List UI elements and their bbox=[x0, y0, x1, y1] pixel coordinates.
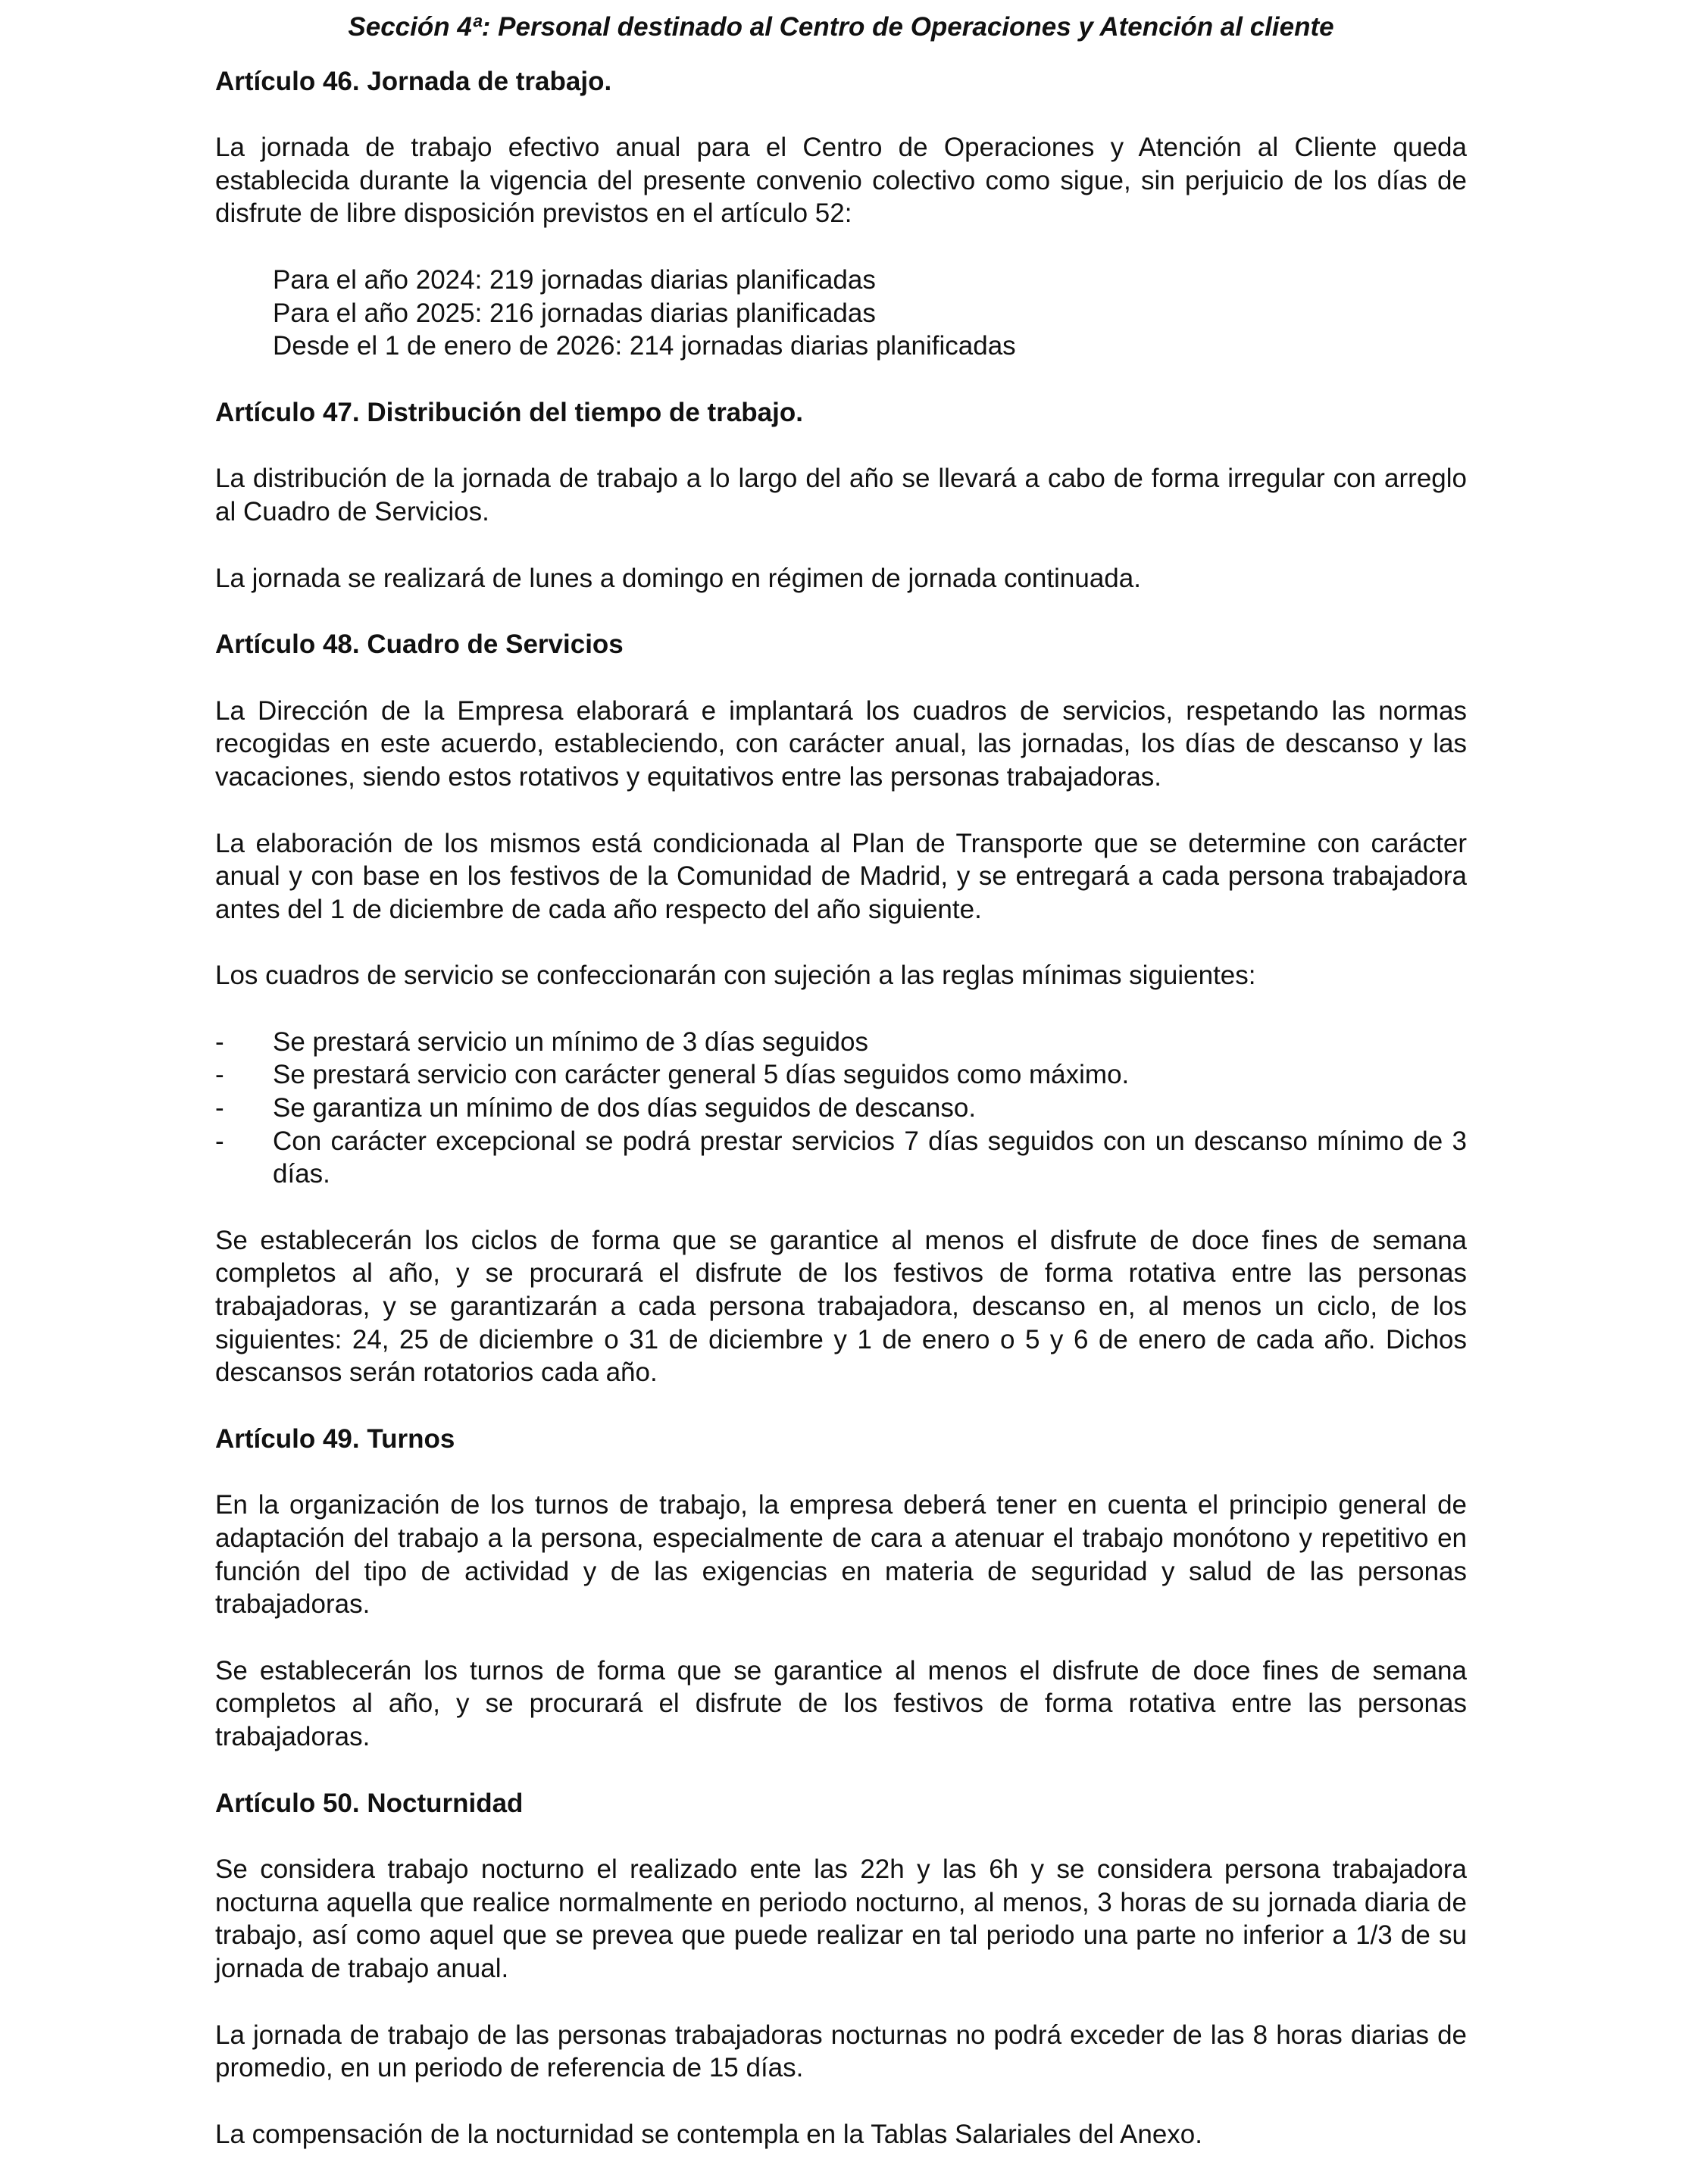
article-50-paragraph: La compensación de la nocturnidad se contempla en la Tablas Salariales del Anexo. bbox=[215, 2119, 1202, 2149]
article-47-heading: Artículo 47. Distribución del tiempo de trabajo. bbox=[215, 397, 803, 427]
article-46-intro: La jornada de trabajo efectivo anual para el Centro de Operaciones y Atención al Cliente queda establecida durante la vigencia del presente convenio colectivo como sigue, sin perjuicio de los días de disfrute de libre disposición previstos en el artículo 52: bbox=[215, 133, 1467, 229]
rule-text: Se prestará servicio un mínimo de 3 días seguidos bbox=[273, 1026, 868, 1057]
document-page bbox=[215, 11, 1467, 2184]
rule-text: Se prestará servicio con carácter general 5 días seguidos como máximo. bbox=[273, 1060, 1130, 1090]
article-47-paragraph: La distribución de la jornada de trabajo a lo largo del año se llevará a cabo de forma irregular con arreglo al Cuadro de Servicios. bbox=[215, 464, 1467, 526]
article-49-heading: Artículo 49. Turnos bbox=[215, 1423, 455, 1454]
article-46-schedule bbox=[215, 264, 1467, 363]
article-48-paragraph: La Dirección de la Empresa elaborará e implantará los cuadros de servicios, respetando las normas recogidas en este acuerdo, estableciendo, con carácter anual, las jornadas, los días de descanso y las vacaciones, siendo estos rotativos y equitativos entre las personas trabajadoras. bbox=[215, 695, 1467, 792]
dash-bullet: - bbox=[215, 1093, 224, 1123]
rule-item bbox=[215, 1058, 1467, 1092]
article-47-paragraph: La jornada se realizará de lunes a domingo en régimen de jornada continuada. bbox=[215, 563, 1141, 593]
article-48-paragraph: Los cuadros de servicio se confeccionarán con sujeción a las reglas mínimas siguientes: bbox=[215, 961, 1256, 991]
dash-bullet: - bbox=[215, 1060, 224, 1090]
schedule-item: Para el año 2025: 216 jornadas diarias planificadas bbox=[273, 298, 876, 328]
rule-item bbox=[215, 1092, 1467, 1125]
rule-item bbox=[215, 1125, 1467, 1191]
rule-text: Con carácter excepcional se podrá prestar servicios 7 días seguidos con un descanso mínimo de 3 días. bbox=[273, 1126, 1467, 1189]
article-50-paragraph: La jornada de trabajo de las personas trabajadoras nocturnas no podrá exceder de las 8 horas diarias de promedio, en un periodo de referencia de 15 días. bbox=[215, 2020, 1467, 2083]
article-49-paragraph: Se establecerán los turnos de forma que se garantice al menos el disfrute de doce fines de semana completos al año, y se procurará el disfrute de los festivos de forma rotativa entre las personas trabajadoras. bbox=[215, 1655, 1467, 1751]
article-48-heading: Artículo 48. Cuadro de Servicios bbox=[215, 630, 624, 660]
schedule-item: Desde el 1 de enero de 2026: 214 jornadas diarias planificadas bbox=[273, 331, 1016, 361]
article-48-closing: Se establecerán los ciclos de forma que se garantice al menos el disfrute de doce fines de semana completos al año, y se procurará el disfrute de los festivos de forma rotativa entre las personas trabajadoras, y se garantizarán a cada persona trabajadora, descanso en, al menos un ciclo, de los siguientes: 24, 25 de diciembre o 31 de diciembre y 1 de enero o 5 y 6 de enero de cada año. Dichos descansos serán rotatorios cada año. bbox=[215, 1225, 1467, 1388]
rule-item bbox=[215, 1026, 1467, 1059]
rule-text: Se garantiza un mínimo de dos días seguidos de descanso. bbox=[273, 1093, 977, 1123]
dash-bullet: - bbox=[215, 1026, 224, 1057]
article-48-rules bbox=[215, 1026, 1467, 1191]
article-46-heading: Artículo 46. Jornada de trabajo. bbox=[215, 66, 612, 96]
article-50-paragraph: Se considera trabajo nocturno el realizado ente las 22h y las 6h y se considera persona trabajadora nocturna aquella que realice normalmente en periodo nocturno, al menos, 3 horas de su jornada diaria de trabajo, así como aquel que se prevea que puede realizar en tal periodo una parte no inferior a 1/3 de su jornada de trabajo anual. bbox=[215, 1854, 1467, 1983]
article-49-paragraph: En la organización de los turnos de trabajo, la empresa deberá tener en cuenta el principio general de adaptación del trabajo a la persona, especialmente de cara a atenuar el trabajo monótono y repetitivo en función del tipo de actividad y de las exigencias en materia de seguridad y salud de las personas trabajadoras. bbox=[215, 1490, 1467, 1620]
dash-bullet: - bbox=[215, 1126, 224, 1156]
article-50-heading: Artículo 50. Nocturnidad bbox=[215, 1788, 524, 1818]
article-48-paragraph: La elaboración de los mismos está condicionada al Plan de Transporte que se determine con carácter anual y con base en los festivos de la Comunidad de Madrid, y se entregará a cada persona trabajadora antes del 1 de diciembre de cada año respecto del año siguiente. bbox=[215, 828, 1467, 924]
section-title: Sección 4ª: Personal destinado al Centro de Operaciones y Atención al cliente bbox=[348, 12, 1334, 42]
schedule-item: Para el año 2024: 219 jornadas diarias planificadas bbox=[273, 264, 876, 295]
